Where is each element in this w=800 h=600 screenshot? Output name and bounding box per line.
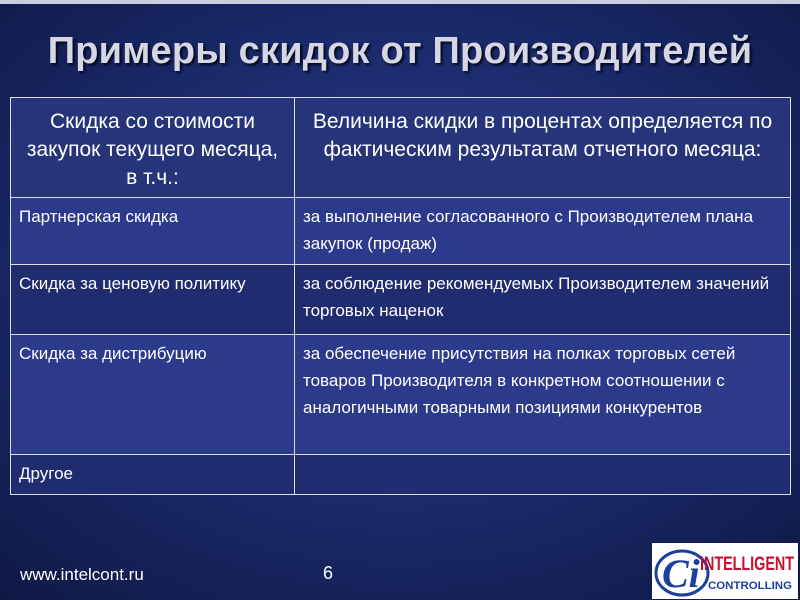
table-row xyxy=(11,335,791,455)
logo-graphic xyxy=(652,543,798,599)
discount-type-cell: Скидка за ценовую политику xyxy=(11,265,295,335)
footer-url[interactable]: www.intelcont.ru xyxy=(20,565,144,584)
logo-subtitle: CONTROLLING xyxy=(708,580,792,592)
intelligent-controlling-logo xyxy=(652,543,798,599)
discount-condition-cell: за обеспечение присутствия на полках торговых сетей товаров Производителя в конкретном соотношении с аналогичными товарными позициями конкурентов xyxy=(295,335,791,455)
discount-type-cell: Скидка за дистрибуцию xyxy=(11,335,295,455)
slide-title: Примеры скидок от Производителей xyxy=(47,30,753,72)
discount-condition-cell: за выполнение согласованного с Производителем плана закупок (продаж) xyxy=(295,198,791,265)
table-row xyxy=(11,455,791,495)
discount-type-cell: Партнерская скидка xyxy=(11,198,295,265)
discounts-table xyxy=(10,97,791,495)
discount-condition-cell: за соблюдение рекомендуемых Производителем значений торговых наценок xyxy=(295,265,791,335)
header-cell-discount: Скидка со стоимости закупок текущего месяца, в т.ч.: xyxy=(11,98,295,198)
table-row xyxy=(11,198,791,265)
table-header-row xyxy=(11,98,791,198)
header-cell-percent: Величина скидки в процентах определяется по фактическим результатам отчетного месяца: xyxy=(295,98,791,198)
discount-type-cell: Другое xyxy=(11,455,295,495)
table-row xyxy=(11,265,791,335)
top-border-strip xyxy=(0,0,800,4)
page-number: 6 xyxy=(323,563,334,583)
logo-letters: Ci xyxy=(662,551,700,596)
discount-condition-cell xyxy=(295,455,791,495)
logo-name: INTELLIGENT xyxy=(700,554,795,575)
